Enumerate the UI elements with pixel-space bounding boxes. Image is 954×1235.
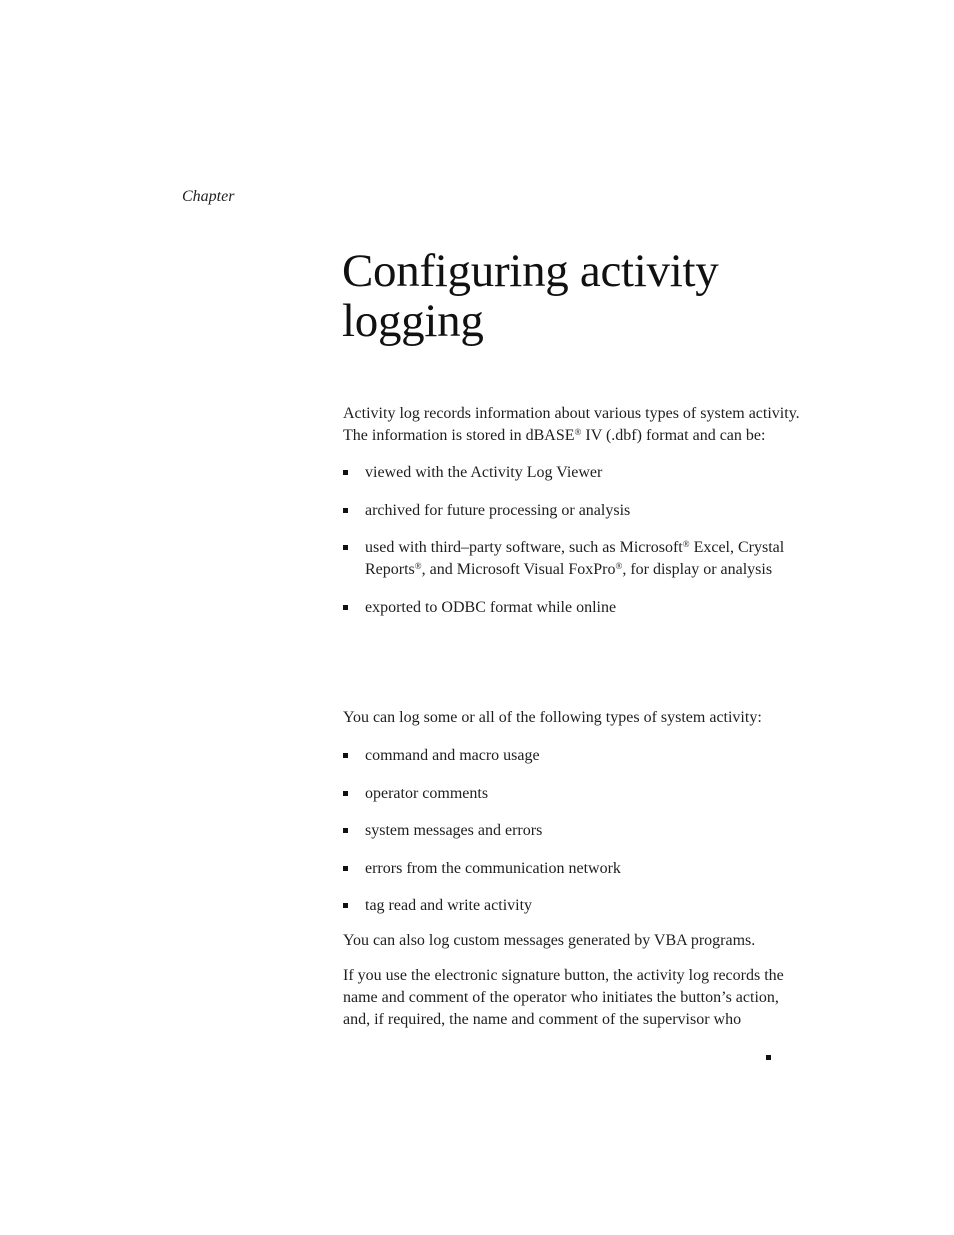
vba-paragraph-text: You can also log custom messages generated by VBA programs. <box>343 932 756 949</box>
list-item-text-part: Reports <box>365 561 415 578</box>
activity-types-list <box>343 745 813 933</box>
list-item-text: errors from the communication network <box>365 859 621 877</box>
bullet-square-icon <box>343 605 348 610</box>
signature-line-2: name and comment of the operator who initiates the button’s action, <box>343 989 779 1006</box>
intro-line-1: Activity log records information about various types of system activity. <box>343 405 800 422</box>
list-item-text-part: used with third–party software, such as Microsoft <box>365 539 683 556</box>
list-item-text: viewed with the Activity Log Viewer <box>365 464 603 481</box>
bullet-square-icon <box>343 903 348 908</box>
section-2-intro-text: You can log some or all of the following types of system activity: <box>343 709 762 726</box>
output-uses-list <box>343 462 813 634</box>
registered-mark: ® <box>574 427 582 437</box>
title-line-1: Configuring activity <box>342 245 719 297</box>
list-item-text-part: , for display or analysis <box>622 561 773 578</box>
list-item <box>343 895 813 917</box>
title-line-2: logging <box>342 295 484 347</box>
intro-paragraph <box>343 403 813 447</box>
list-item <box>343 783 813 805</box>
vba-paragraph <box>343 930 813 952</box>
list-item-text: exported to ODBC format while online <box>365 598 617 616</box>
list-item <box>343 500 813 522</box>
signature-paragraph <box>343 965 813 1031</box>
bullet-square-icon <box>343 508 348 513</box>
list-item-text: operator comments <box>365 784 489 802</box>
list-item-text: command and macro usage <box>365 747 540 764</box>
list-item <box>343 537 813 581</box>
bullet-square-icon <box>343 828 348 833</box>
list-item-text-part: , and Microsoft Visual FoxPro <box>421 561 616 578</box>
signature-line-1: If you use the electronic signature button, the activity log records the <box>343 967 784 984</box>
bullet-square-icon <box>343 791 348 796</box>
registered-mark: ® <box>682 539 690 549</box>
bullet-square-icon <box>343 753 348 758</box>
registered-mark: ® <box>414 561 422 571</box>
list-item <box>343 462 813 484</box>
section-2-intro <box>343 707 813 729</box>
list-item <box>343 858 813 880</box>
list-item <box>343 745 813 767</box>
signature-line-3: and, if required, the name and comment of the supervisor who <box>343 1011 742 1028</box>
bullet-square-icon <box>343 545 348 550</box>
list-item-text-part: Excel, Crystal <box>689 539 785 556</box>
bullet-square-icon <box>343 470 348 475</box>
page-end-square-icon <box>766 1055 771 1060</box>
list-item-text <box>365 539 784 578</box>
chapter-label: Chapter <box>182 188 235 205</box>
bullet-square-icon <box>343 866 348 871</box>
list-item-text: tag read and write activity <box>365 897 533 914</box>
list-item-text: archived for future processing or analysis <box>365 501 631 519</box>
list-item <box>343 597 813 619</box>
list-item <box>343 820 813 842</box>
intro-line-2b: IV (.dbf) format and can be: <box>581 427 766 444</box>
list-item-text: system messages and errors <box>365 822 543 839</box>
intro-line-2a: The information is stored in dBASE <box>343 427 575 444</box>
page-title <box>342 246 862 346</box>
registered-mark: ® <box>615 561 623 571</box>
